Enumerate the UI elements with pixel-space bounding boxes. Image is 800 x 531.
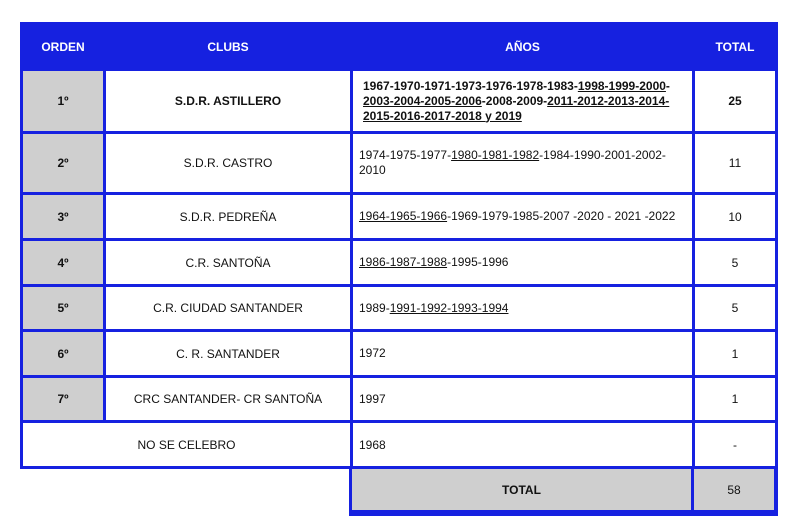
row-club: S.D.R. CASTRO xyxy=(106,134,350,192)
year-segment: 2003-2004-2005-2006 xyxy=(363,93,482,108)
row-orden: 3º xyxy=(23,195,103,238)
row-years xyxy=(353,134,692,192)
row-years xyxy=(353,287,692,329)
row-total: 11 xyxy=(695,134,775,192)
row-orden: 5º xyxy=(23,287,103,329)
row-orden: 6º xyxy=(23,332,103,375)
years-text xyxy=(359,301,516,316)
row-club: S.D.R. ASTILLERO xyxy=(106,71,350,131)
row-years xyxy=(353,241,692,284)
year-segment: 1986-1987-1988 xyxy=(359,255,448,269)
year-segment: 1967-1970-1971-1973-1976-1978-1983- xyxy=(363,78,578,93)
row-years xyxy=(353,71,692,131)
years-text xyxy=(359,209,683,224)
row-total: 25 xyxy=(695,71,775,131)
no-celebro-label: NO SE CELEBRO xyxy=(23,423,350,466)
row-club: C. R. SANTANDER xyxy=(106,332,350,375)
total-value: 58 xyxy=(694,469,774,510)
year-segment: 1998-1999-2000 xyxy=(577,78,666,93)
year-segment: 1991-1992-1993-1994 xyxy=(389,300,509,315)
row-years xyxy=(353,195,692,238)
no-celebro-year: 1968 xyxy=(353,423,692,466)
row-total: 10 xyxy=(695,195,775,238)
header-total: TOTAL xyxy=(695,25,775,69)
row-years xyxy=(353,332,692,375)
year-segment: 2011-2012-2013-2014- xyxy=(547,93,670,108)
year-segment: 1997 xyxy=(359,391,386,406)
row-years xyxy=(353,378,692,420)
year-segment: 1972 xyxy=(359,346,386,360)
header-clubs: CLUBS xyxy=(106,25,350,69)
years-text xyxy=(363,79,692,124)
clubs-table xyxy=(20,22,778,469)
year-segment: 1980-1981-1982 xyxy=(451,148,540,162)
row-orden: 1º xyxy=(23,71,103,131)
total-label: TOTAL xyxy=(352,469,691,510)
row-club: C.R. SANTOÑA xyxy=(106,241,350,284)
row-total: 1 xyxy=(695,378,775,420)
years-text xyxy=(359,148,692,178)
header-orden: ORDEN xyxy=(23,25,103,69)
row-orden: 2º xyxy=(23,134,103,192)
row-orden: 4º xyxy=(23,241,103,284)
year-segment: 1974-1975-1977- xyxy=(359,148,452,162)
no-celebro-total: - xyxy=(695,423,775,466)
year-segment: -1984-1990-2001-2002-2010 xyxy=(359,148,666,177)
row-total: 1 xyxy=(695,332,775,375)
year-segment: -1995-1996 xyxy=(447,255,509,269)
years-text xyxy=(359,346,394,361)
row-total: 5 xyxy=(695,287,775,329)
row-orden: 7º xyxy=(23,378,103,420)
year-segment: -2008-2009- xyxy=(481,93,548,108)
row-club: C.R. CIUDAD SANTANDER xyxy=(106,287,350,329)
year-segment: 1964-1965-1966 xyxy=(359,209,448,223)
row-club: S.D.R. PEDREÑA xyxy=(106,195,350,238)
row-total: 5 xyxy=(695,241,775,284)
year-segment: -1969-1979-1985-2007 -2020 - 2021 -2022 xyxy=(447,209,676,223)
row-club: CRC SANTANDER- CR SANTOÑA xyxy=(106,378,350,420)
header-anos: AÑOS xyxy=(353,25,692,69)
year-segment: 1989- xyxy=(359,300,390,315)
years-text xyxy=(359,255,516,270)
total-footer xyxy=(349,466,778,516)
years-text xyxy=(359,392,394,407)
year-segment: - xyxy=(665,78,670,93)
year-segment: 2015-2016-2017-2018 y 2019 xyxy=(363,108,522,123)
